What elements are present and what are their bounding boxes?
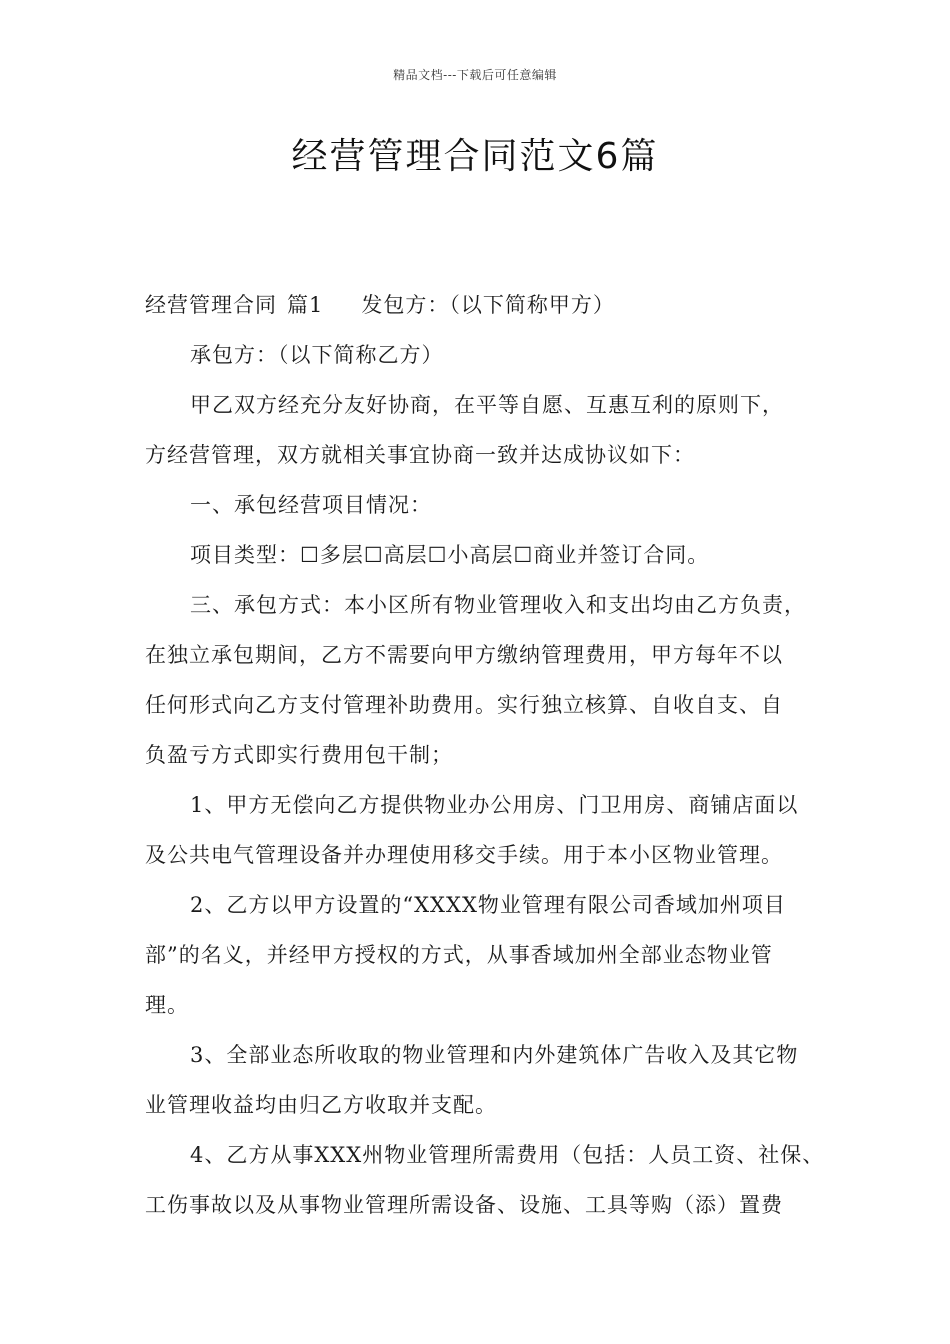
paragraph-line: 4、乙方从事XXX州物业管理所需费用（包括：人员工资、社保、 [190, 1143, 825, 1167]
paragraph-line: 及公共电气管理设备并办理使用移交手续。用于本小区物业管理。 [145, 843, 783, 867]
paragraph-line: 方经营管理，双方就相关事宜协商一致并达成协议如下： [145, 443, 695, 467]
paragraph-line: 承包方：（以下简称乙方） [190, 343, 444, 367]
header-note: 精品文档---下载后可任意编辑 [393, 68, 557, 82]
paragraph-line: 理。 [145, 993, 189, 1017]
document-body [145, 280, 835, 1230]
paragraph-line: 负盈亏方式即实行费用包干制； [145, 743, 453, 767]
paragraph-line: 一、承包经营项目情况： [190, 493, 432, 517]
party-a-line: 发包方：（以下简称甲方） [361, 293, 615, 317]
paragraph-line [145, 280, 835, 330]
paragraph-line: 3、全部业态所收取的物业管理和内外建筑体广告收入及其它物 [190, 1043, 799, 1067]
paragraph-line: 工伤事故以及从事物业管理所需设备、设施、工具等购（添）置费 [145, 1193, 783, 1217]
paragraph-line: 部”的名义，并经甲方授权的方式，从事香域加州全部业态物业管 [145, 943, 773, 967]
paragraph-line: 项目类型：☐多层☐高层☐小高层☐商业并签订合同。 [190, 543, 710, 567]
document-title: 经营管理合同范文6篇 [291, 136, 659, 177]
paragraph-line: 1、甲方无偿向乙方提供物业办公用房、门卫用房、商铺店面以 [190, 793, 799, 817]
section-number: 篇1 [287, 293, 324, 317]
paragraph-line: 业管理收益均由归乙方收取并支配。 [145, 1093, 497, 1117]
paragraph-line: 2、乙方以甲方设置的“XXXX物业管理有限公司香域加州项目 [190, 893, 786, 917]
contract-heading: 经营管理合同 [145, 293, 277, 317]
paragraph-line: 在独立承包期间，乙方不需要向甲方缴纳管理费用，甲方每年不以 [145, 643, 783, 667]
paragraph-line: 任何形式向乙方支付管理补助费用。实行独立核算、自收自支、自 [145, 693, 783, 717]
paragraph-line: 三、承包方式：本小区所有物业管理收入和支出均由乙方负责， [190, 593, 806, 617]
paragraph-line: 甲乙双方经充分友好协商，在平等自愿、互惠互利的原则下， [190, 393, 784, 417]
